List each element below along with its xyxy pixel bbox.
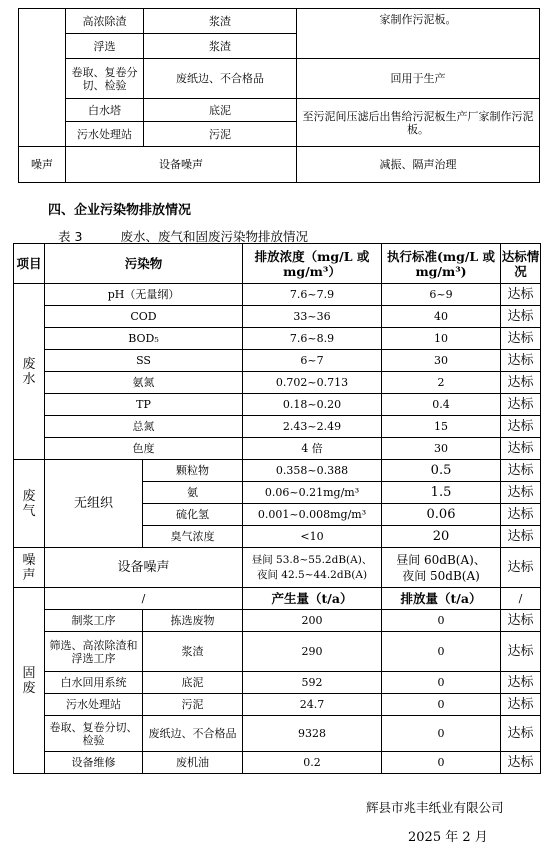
- section-title: 四、企业污染物排放情况: [48, 203, 192, 218]
- pollutant-name: 氨氮: [45, 372, 243, 394]
- blank-cell: [19, 122, 66, 147]
- standard: 30: [382, 350, 501, 372]
- concentration: 0.18~0.20: [243, 394, 382, 416]
- standard: 1.5: [382, 482, 501, 504]
- concentration: 33~36: [243, 306, 382, 328]
- waste-cell: 污泥: [144, 122, 297, 147]
- discharged-amount: 0: [382, 694, 501, 716]
- process-cell: 白水塔: [66, 99, 144, 122]
- status: 达标: [501, 610, 541, 632]
- pollutant-name: TP: [45, 394, 243, 416]
- pollutant-name: 色度: [45, 438, 243, 460]
- pollutant-name: 臭气浓度: [143, 526, 243, 548]
- blank-cell: [19, 59, 66, 99]
- noise-source: 设备噪声: [66, 147, 297, 183]
- waste-cell: 底泥: [144, 99, 297, 122]
- caption-text: 废水、废气和固废污染物排放情况: [120, 229, 308, 244]
- status: 达标: [501, 482, 541, 504]
- status: 达标: [501, 460, 541, 482]
- standard: 6~9: [382, 284, 501, 306]
- concentration: 4 倍: [243, 438, 382, 460]
- status: 达标: [501, 694, 541, 716]
- concentration: 0.06~0.21mg/m³: [243, 482, 382, 504]
- header-standard: 执行标准(mg/L 或 mg/m³): [382, 244, 501, 284]
- process-name: 筛选、高浓除渣和浮选工序: [45, 632, 143, 672]
- disposal-cell: 回用于生产: [297, 59, 540, 99]
- noise-source: 设备噪声: [45, 548, 243, 588]
- concentration: 6~7: [243, 350, 382, 372]
- status: 达标: [501, 284, 541, 306]
- header-pollutant: 污染物: [45, 244, 243, 284]
- status: 达标: [501, 672, 541, 694]
- waste-cell: 浆渣: [144, 34, 297, 59]
- noise-standard: [382, 548, 501, 588]
- concentration: 7.6~7.9: [243, 284, 382, 306]
- disposal-cell: 至污泥间压滤后出售给污泥板生产厂家制作污泥板。: [297, 99, 540, 147]
- blank-cell: [297, 34, 540, 59]
- concentration: 2.43~2.49: [243, 416, 382, 438]
- produced-amount: 592: [243, 672, 382, 694]
- disposal-cell: 家制作污泥板。: [297, 9, 540, 34]
- standard: 0.5: [382, 460, 501, 482]
- pollutant-name: COD: [45, 306, 243, 328]
- process-cell: 污水处理站: [66, 122, 144, 147]
- standard: 0.4: [382, 394, 501, 416]
- noise-category: 噪声: [14, 548, 45, 588]
- pollutant-name: 总氮: [45, 416, 243, 438]
- status: 达标: [501, 504, 541, 526]
- blank-cell: [19, 9, 66, 34]
- noise-std-night: 夜间 50dB(A): [402, 568, 480, 583]
- caption-label: 表 3: [58, 229, 83, 244]
- solid-category: 固废: [14, 588, 45, 774]
- header-item: 项目: [14, 244, 45, 284]
- waste-name: 浆渣: [143, 632, 243, 672]
- noise-concentration: [243, 548, 382, 588]
- waste-cell: 浆渣: [144, 9, 297, 34]
- discharged-amount: 0: [382, 716, 501, 752]
- status: 达标: [501, 632, 541, 672]
- header-discharged: 排放量（t/a）: [382, 588, 501, 610]
- concentration: 0.358~0.388: [243, 460, 382, 482]
- waste-name: 废纸边、不合格品: [143, 716, 243, 752]
- emission-table: [13, 243, 541, 774]
- company-name: 辉县市兆丰纸业有限公司: [366, 800, 504, 815]
- produced-amount: 200: [243, 610, 382, 632]
- waste-cell: 废纸边、不合格品: [144, 59, 297, 99]
- header-concentration: 排放浓度（mg/L 或 mg/m³）: [243, 244, 382, 284]
- process-name: 制浆工序: [45, 610, 143, 632]
- status: 达标: [501, 350, 541, 372]
- exhaust-group: 无组织: [45, 460, 143, 548]
- waste-name: 污泥: [143, 694, 243, 716]
- standard: 10: [382, 328, 501, 350]
- discharged-amount: 0: [382, 672, 501, 694]
- document-date: 2025 年 2 月: [408, 830, 488, 845]
- noise-measure: 减振、隔声治理: [297, 147, 540, 183]
- concentration: 0.702~0.713: [243, 372, 382, 394]
- concentration: 7.6~8.9: [243, 328, 382, 350]
- pollutant-name: BOD₅: [45, 328, 243, 350]
- discharged-amount: 0: [382, 752, 501, 774]
- status: 达标: [501, 548, 541, 588]
- status: 达标: [501, 306, 541, 328]
- process-name: 设备维修: [45, 752, 143, 774]
- process-cell: 浮选: [66, 34, 144, 59]
- wastewater-category: 废水: [14, 284, 45, 460]
- pollutant-name: 氨: [143, 482, 243, 504]
- waste-name: 底泥: [143, 672, 243, 694]
- pollutant-name: 颗粒物: [143, 460, 243, 482]
- standard: 20: [382, 526, 501, 548]
- process-name: 卷取、复卷分切、检验: [45, 716, 143, 752]
- noise-conc-day: 昼间 53.8~55.2dB(A)、: [251, 553, 373, 566]
- produced-amount: 0.2: [243, 752, 382, 774]
- blank-cell: [19, 34, 66, 59]
- status: 达标: [501, 752, 541, 774]
- discharged-amount: 0: [382, 610, 501, 632]
- waste-name: 废机油: [143, 752, 243, 774]
- standard: 30: [382, 438, 501, 460]
- standard: 40: [382, 306, 501, 328]
- solid-header-slash: /: [501, 588, 541, 610]
- standard: 0.06: [382, 504, 501, 526]
- status: 达标: [501, 328, 541, 350]
- produced-amount: 9328: [243, 716, 382, 752]
- status: 达标: [501, 372, 541, 394]
- pollutant-name: SS: [45, 350, 243, 372]
- exhaust-category: 废气: [14, 460, 45, 548]
- waste-name: 拣选废物: [143, 610, 243, 632]
- status: 达标: [501, 416, 541, 438]
- discharged-amount: 0: [382, 632, 501, 672]
- process-cell: 高浓除渣: [66, 9, 144, 34]
- process-cell: 卷取、复卷分切、检验: [66, 59, 144, 99]
- header-produced: 产生量（t/a）: [243, 588, 382, 610]
- noise-category: 噪声: [19, 147, 66, 183]
- concentration: 0.001~0.008mg/m³: [243, 504, 382, 526]
- pollutant-name: 硫化氢: [143, 504, 243, 526]
- status: 达标: [501, 438, 541, 460]
- header-status: 达标情况: [501, 244, 541, 284]
- status: 达标: [501, 394, 541, 416]
- standard: 15: [382, 416, 501, 438]
- noise-conc-night: 夜间 42.5~44.2dB(A): [256, 568, 368, 581]
- process-name: 白水回用系统: [45, 672, 143, 694]
- solid-waste-disposal-table: [18, 8, 540, 183]
- produced-amount: 24.7: [243, 694, 382, 716]
- blank-cell: [19, 99, 66, 122]
- solid-header-slash: /: [45, 588, 243, 610]
- pollutant-name: pH（无量纲）: [45, 284, 243, 306]
- concentration: <10: [243, 526, 382, 548]
- produced-amount: 290: [243, 632, 382, 672]
- status: 达标: [501, 526, 541, 548]
- standard: 2: [382, 372, 501, 394]
- status: 达标: [501, 716, 541, 752]
- process-name: 污水处理站: [45, 694, 143, 716]
- noise-std-day: 昼间 60dB(A)、: [396, 552, 486, 567]
